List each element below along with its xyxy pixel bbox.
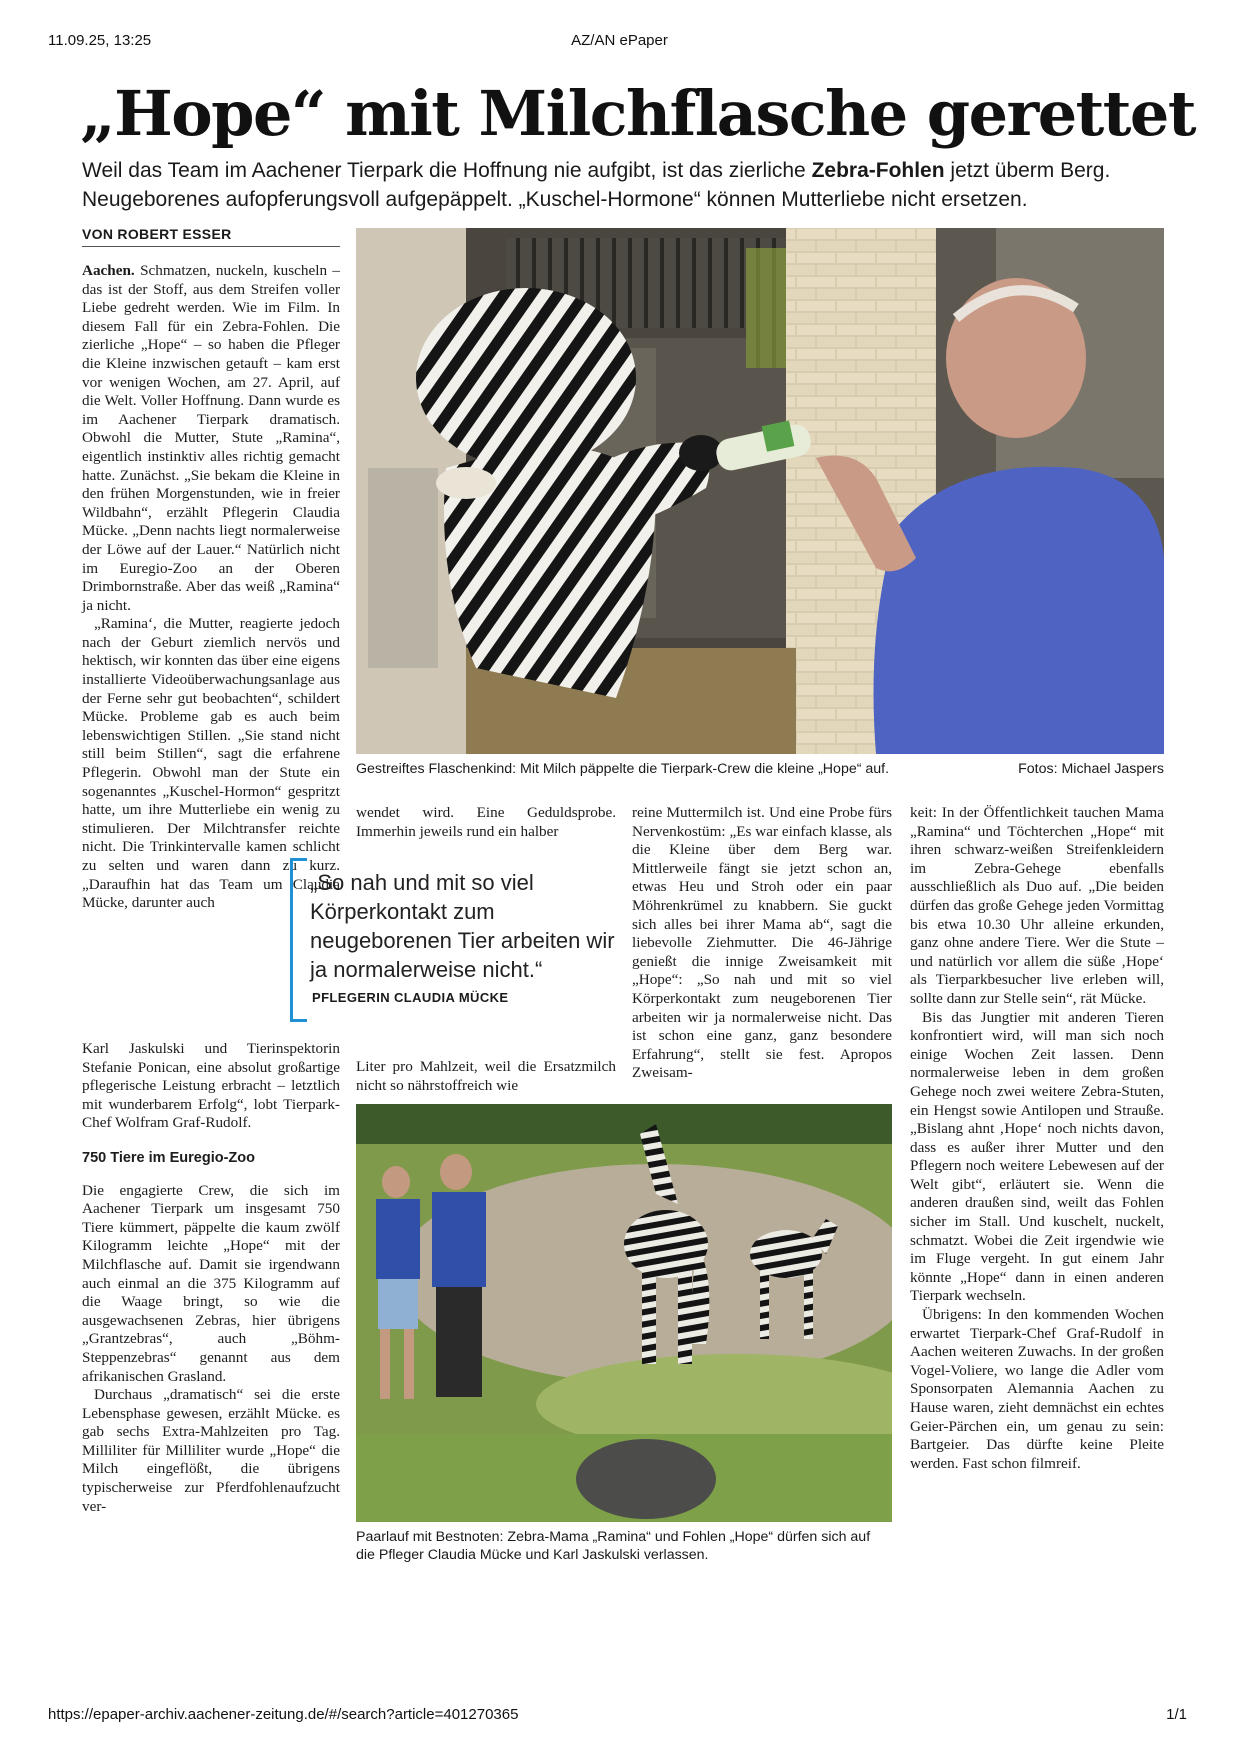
pull-quote xyxy=(290,858,630,1018)
quote-source: PFLEGERIN CLAUDIA MÜCKE xyxy=(312,990,509,1005)
zebra-bottle-illustration xyxy=(356,228,1164,754)
column-2-top: wendet wird. Eine Geduldsprobe. Immerhin jeweils rund ein halber xyxy=(356,804,616,840)
column-4 xyxy=(910,804,1164,1473)
subhead-text-2: jetzt überm Berg. Neugeborenes aufopferungsvoll aufgepäppelt. „Kuschel-Hormone“ können Mutterliebe nicht ersetzen. xyxy=(82,159,1111,211)
col1-paragraph-3: Karl Jaskulski und Tierinspektorin Stefanie Ponican, eine absolut großartige pflegerische Leistung erbracht – letztlich mit wunderbarem Erfolg“, lobt Tierpark-Chef Wolfram Graf-Rudolf. xyxy=(82,1040,340,1132)
photo1-caption: Gestreiftes Flaschenkind: Mit Milch päppelte die Tierpark-Crew die kleine „Hope“ auf. xyxy=(356,761,890,777)
column-1-lower xyxy=(82,1040,340,1516)
col1-p1-text: Schmatzen, nuckeln, kuscheln – das ist der Stoff, aus dem Streifen voller Liebe gedreht werden. Wie im Film. In diesem Fall für ein Zebra-Fohlen. Die zierliche „Hope“ – so haben die Pfleger die Kleine inzwischen getauft – kam erst vor wenigen Wochen, am 27. April, auf die Welt. Voller Hoffnung. Dann wurde es im Aachener Tierpark dramatisch. Obwohl die Mutter, Stute „Ramina“, eigentlich instinktiv alles richtig gemacht hatte. Zunächst. „Sie bekam die Kleine in den frühen Morgenstunden, wie in freier Wildbahn“, erzählt Pflegerin Claudia Mücke. „Denn nachts liegt normalerweise der Löwe auf der Lauer.“ Natürlich nicht im Euregio-Zoo an der Oberen Drimbornstraße. Aber das weiß „Ramina“ ja nicht. xyxy=(82,262,340,614)
byline: VON ROBERT ESSER xyxy=(82,226,340,247)
column-2-bottom: Liter pro Mahlzeit, weil die Ersatzmilch nicht so nährstoffreich wie xyxy=(356,1058,616,1094)
quote-text: „So nah und mit so viel Körperkontakt zum neugeborenen Tier arbeiten wir ja normalerweise nicht.“ xyxy=(310,870,615,982)
dateline: Aachen. xyxy=(82,262,135,279)
print-title: AZ/AN ePaper xyxy=(571,32,668,49)
section-subhead: 750 Tiere im Euregio-Zoo xyxy=(82,1149,255,1166)
column-1 xyxy=(82,262,340,913)
photo2-caption: Paarlauf mit Bestnoten: Zebra-Mama „Ramina“ und Fohlen „Hope“ dürfen sich auf die Pfleger Claudia Mücke und Karl Jaskulski verlassen. xyxy=(356,1529,871,1563)
col1-paragraph-2: „Ramina‘, die Mutter, reagierte jedoch nach der Geburt ziemlich nervös und hektisch, wir konnten das über eine eigens installierte Videoüberwachungsanlage aus der Ferne sehr gut beobachten“, schildert Mücke. Probleme gab es auch beim lebenswichtigen Stillen. „Sie stand nicht still beim Stillen“, sagt die erfahrene Pflegerin. Obwohl man der Stute ein sogenanntes „Kuschel-Hormon“ gespritzt hatte, um ihre Mutterliebe ein wenig zu stimulieren. Der Milchtransfer reichte nicht. Die Trinkintervalle kamen schlicht zu selten und waren dann zu kurz. „Daraufhin hat das Team um Claudia Mücke, darunter auch xyxy=(82,615,340,912)
print-datetime: 11.09.25, 13:25 xyxy=(48,32,152,49)
subhead xyxy=(82,156,1182,214)
col1-paragraph-1 xyxy=(82,262,340,615)
subhead-text-1: Weil das Team im Aachener Tierpark die Hoffnung nie aufgibt, ist das zierliche xyxy=(82,159,812,182)
photo-keepers-zebras xyxy=(356,1104,892,1522)
photo-zebra-bottle-feeding xyxy=(356,228,1164,754)
col1-paragraph-5: Durchaus „dramatisch“ sei die erste Lebensphase gewesen, erzählt Mücke. es gab sechs Extra-Mahlzeiten pro Tag. Milliliter für Milliliter wurde „Hope“ die Milch eingeflößt, die übrigens typischerweise zur Pferdfohlenaufzucht ver- xyxy=(82,1386,340,1515)
subhead-bold: Zebra-Fohlen xyxy=(811,159,945,182)
column-3: reine Muttermilch ist. Und eine Probe fürs Nervenkostüm: „Es war einfach klasse, als die Kleine über dem Berg war. Mittlerweile fängt sie jetzt schon an, etwas Heu und Stroh oder ein paar Möhrenkrümel zu knabbern. Sie guckt sich alles bei ihrer Mama ab“, sagt die liebevolle Ziehmutter. Die 46-Jährige genießt die innige Zweisamkeit mit „Hope“: „So nah und mit so viel Körperkontakt zum neugeborenen Tier arbeiten wir ja normalerweise nicht. Das ist schon eine ganz, ganz besondere Erfahrung“, stellt sie fest. Apropos Zweisam- xyxy=(632,804,892,1082)
print-page-number: 1/1 xyxy=(1166,1706,1187,1723)
col1-paragraph-4: Die engagierte Crew, die sich im Aachener Tierpark um insgesamt 750 Tiere kümmert, päppelte die kaum zwölf Kilogramm leichte „Hope“ mit der Milchflasche auf. Damit sie irgendwann auch einmal an die 375 Kilogramm auf die Waage bringt, so wie die ausgewachsenen Zebras, hier übrigens „Grantzebras“, auch „Böhm-Steppenzebras“ genannt aus dem afrikanischen Grasland. xyxy=(82,1181,340,1385)
headline: „Hope“ mit Milchflasche gerettet xyxy=(80,77,1196,150)
col4-paragraph-2: Bis das Jungtier mit anderen Tieren konfrontiert wird, will man sich noch einige Wochen Zeit lassen. Denn normalerweise leben in dem großen Gehege noch zwei weitere Zebra-Stuten, ein Hengst sowie Antilopen und Strauße. „Bislang ahnt ‚Hope‘ noch nichts davon, dass es außer ihrer Mutter und den Pflegern noch weitere Lebewesen auf der Welt gibt“, erläutert sie. Wenn die anderen draußen sind, weilt das Fohlen sicher im Stall. Und kuschelt, nuckelt, schmatzt. Wobei die Zeit irgendwie wie im Fluge vergeht. In gut einem Jahr könnte „Hope“ dann in einen anderen Tierpark wechseln. xyxy=(910,1008,1164,1305)
photo-credit: Fotos: Michael Jaspers xyxy=(1018,761,1164,777)
print-url[interactable]: https://epaper-archiv.aachener-zeitung.de/#/search?article=401270365 xyxy=(48,1706,519,1723)
col4-paragraph-3: Übrigens: In den kommenden Wochen erwartet Tierpark-Chef Graf-Rudolf in Aachen weiteren Zuwachs. In der großen Vogel-Voliere, wo lange die Adler vom Sponsorpaten Alemannia Aachen zu Hause waren, zieht demnächst ein echtes Geier-Pärchen ein, um genau zu sein: Bartgeier. Das dürfte keine Pleite werden. Fast schon filmreif. xyxy=(910,1306,1164,1472)
photo1-caption-row xyxy=(356,760,1164,778)
col4-paragraph-1: keit: In der Öffentlichkeit tauchen Mama „Ramina“ und Töchterchen „Hope“ mit ihren schwarz-weißen Streifenkleidern im Zebra-Gehege ebenfalls ausschließlich als Duo auf. „Die beiden dürfen das große Gehege jeden Vormittag bis etwa 10.30 Uhr alleine erkunden, ganz ohne andere Tiere. Wer die Stute – und natürlich vor allem die süße ‚Hope‘ als Tierparkbesucher live erleben will, sollte dann zur Stelle sein“, rät Mücke. xyxy=(910,804,1164,1007)
enclosure-illustration xyxy=(356,1104,892,1522)
quote-bracket xyxy=(290,858,307,1022)
